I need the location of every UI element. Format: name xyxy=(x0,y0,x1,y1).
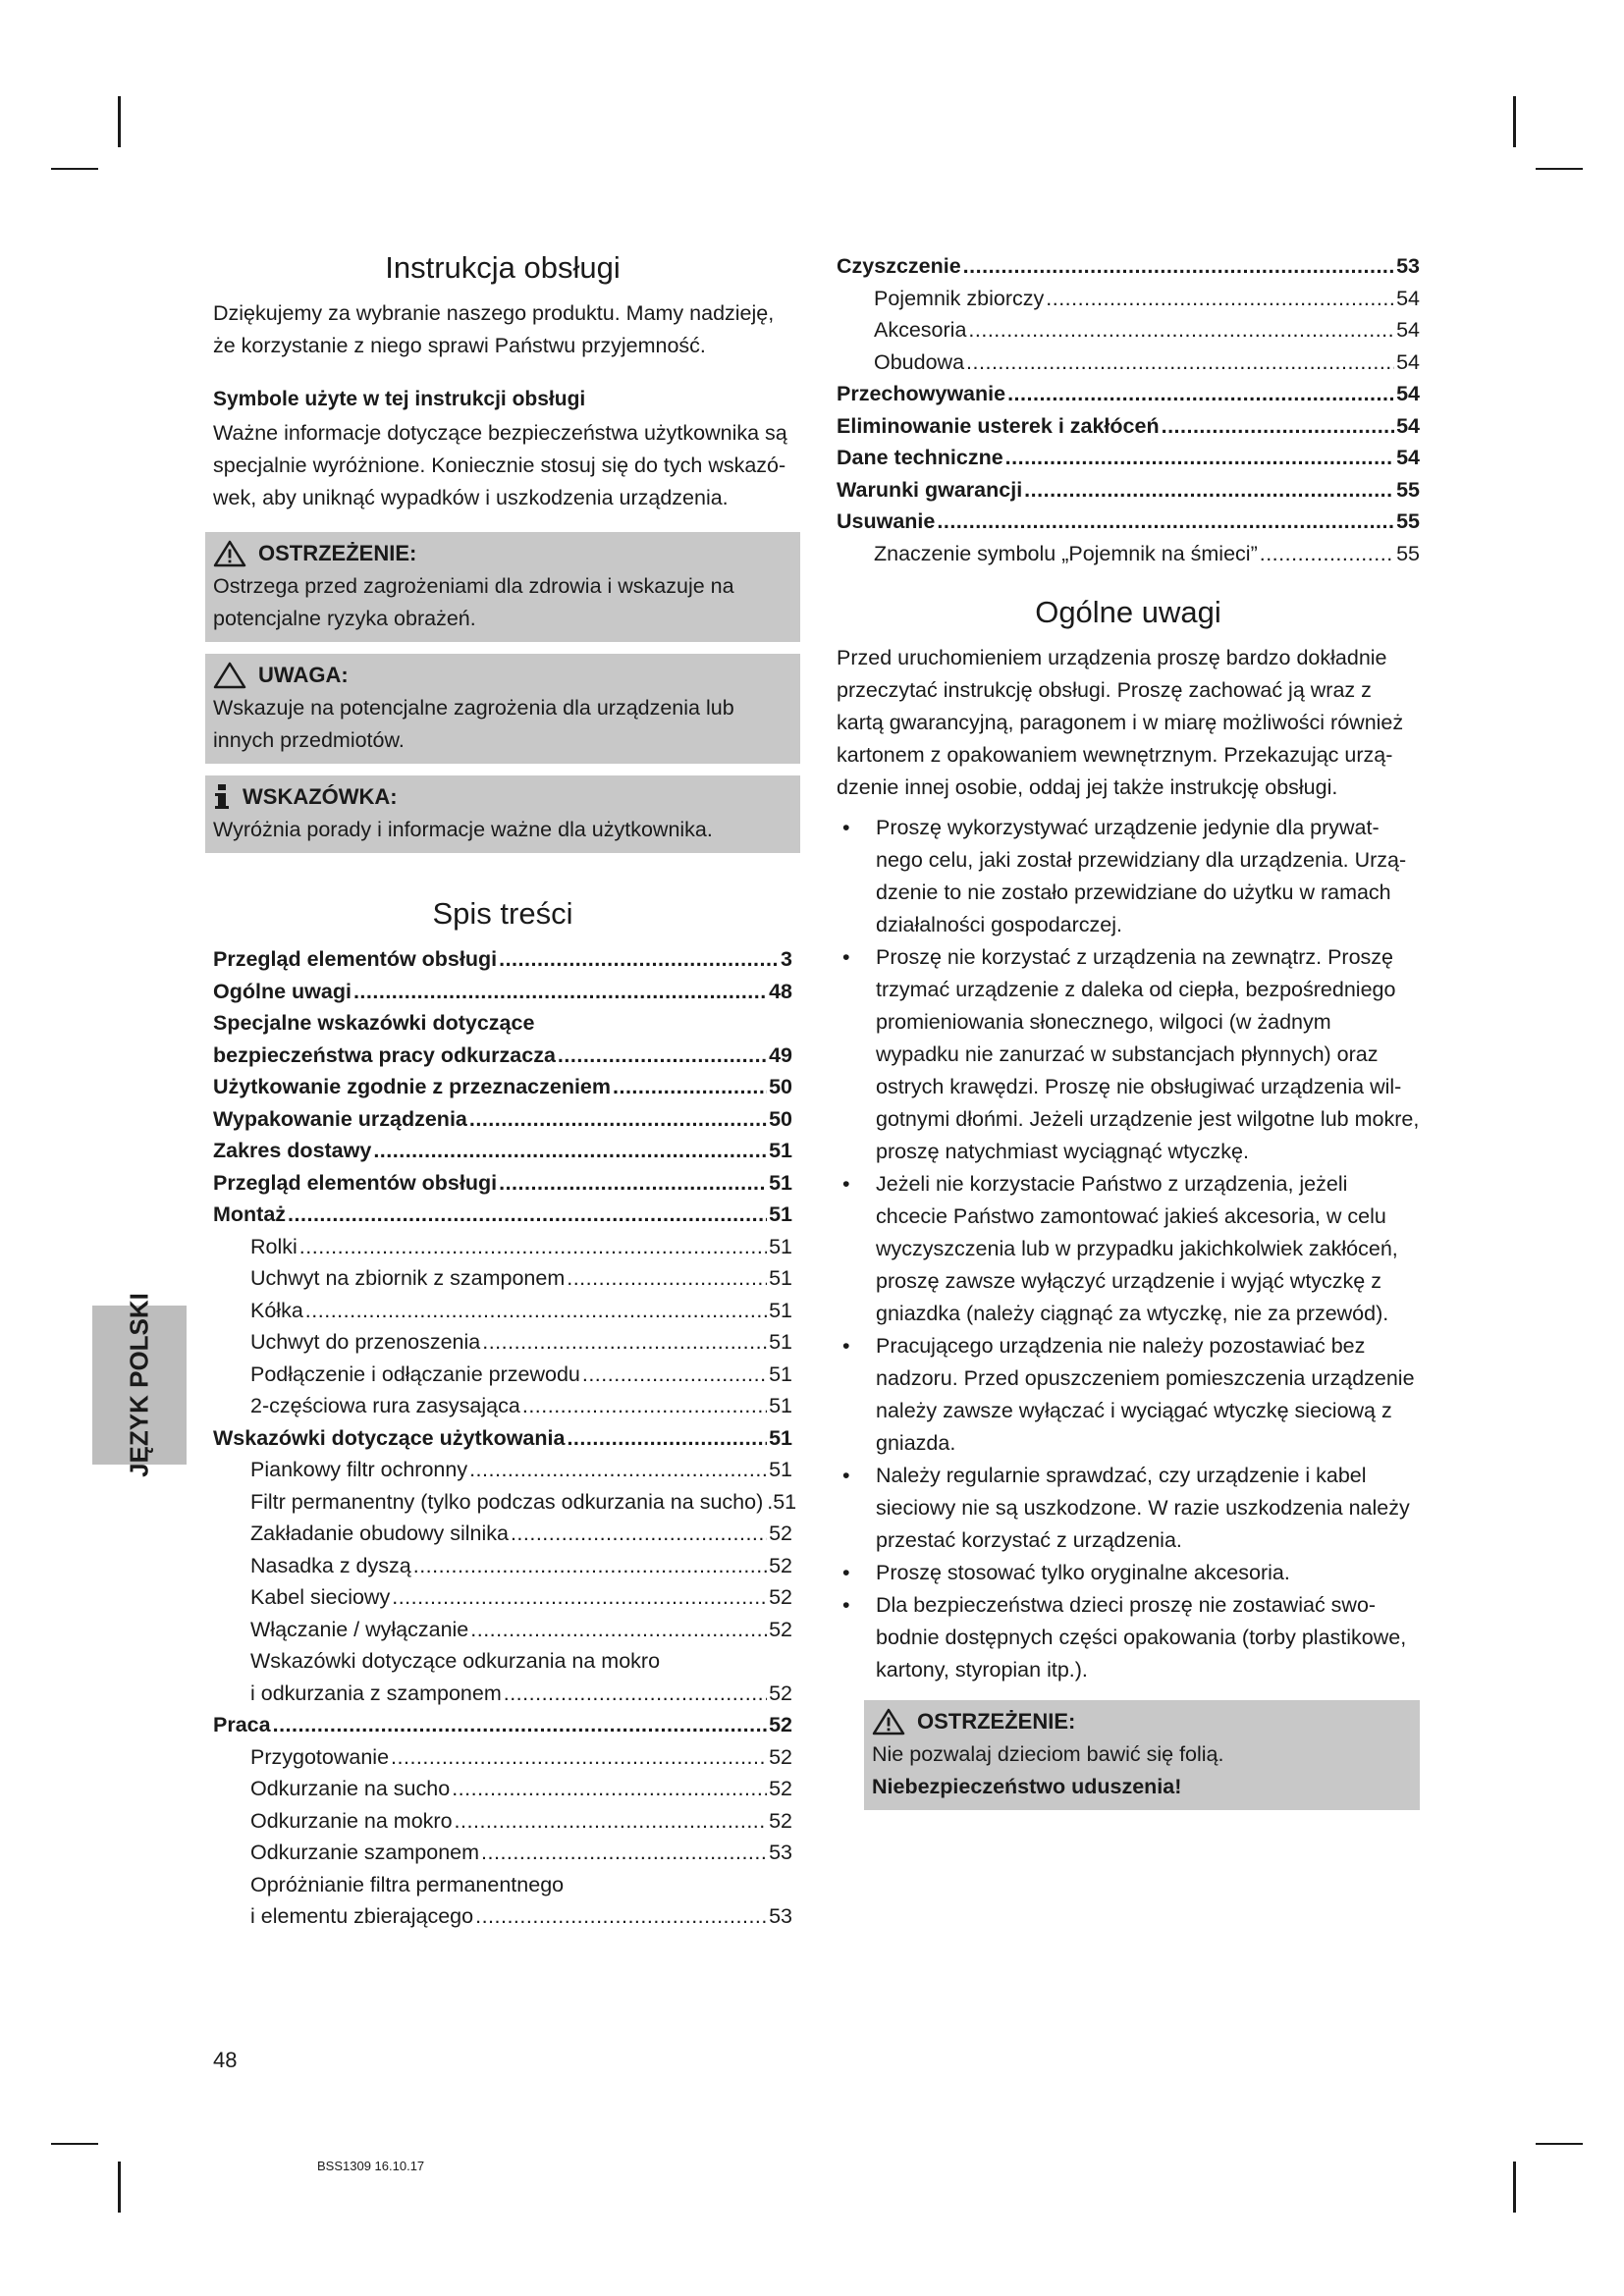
toc-entry xyxy=(213,1326,792,1359)
toc-entry-page: 50 xyxy=(769,1106,792,1131)
toc-leader-dots xyxy=(1046,283,1394,315)
toc-entry xyxy=(213,1422,792,1455)
toc-leader-dots xyxy=(305,1295,767,1327)
toc-entry xyxy=(213,1007,792,1040)
toc-entry-label: Eliminowanie usterek i zakłóceń xyxy=(837,413,1160,438)
toc-entry-page: 52 xyxy=(769,1522,792,1545)
toc-entry-page: 51 xyxy=(769,1202,792,1226)
toc-entry-label: Nasadka z dyszą xyxy=(250,1553,411,1577)
toc-entry-page: 48 xyxy=(769,979,792,1003)
toc-entry-label: Przygotowanie xyxy=(250,1744,390,1769)
toc-entry-label: Wskazówki dotyczące odkurzania na mokro xyxy=(250,1649,661,1673)
toc-entry-label: Znaczenie symbolu „Pojemnik na śmieci” xyxy=(874,541,1258,565)
table-of-contents-continued xyxy=(837,250,1420,569)
toc-entry-label: Przechowywanie xyxy=(837,382,1006,405)
toc-leader-dots xyxy=(567,1422,767,1455)
toc-entry xyxy=(213,1900,792,1933)
toc-entry-page: 51 xyxy=(769,1139,792,1162)
bullet-item: • Proszę nie korzystać z urządzenia na zewnątrz. Proszę trzymać urządzenie z daleka od ciepła, bezpośredniego promieniowania słonecznego, wilgoci (w żadnym wypadku nie zanurzać w substancjach płynnych) oraz ostrych krawędzi. Proszę nie obsługiwać urządzenia wil- gotnymi dłońmi. Jeżeli urządzenie jest wilgotne lub mokre, proszę natychmiast wyciągnąć wtyczkę. xyxy=(837,941,1420,1168)
toc-entry xyxy=(213,1869,792,1901)
toc-entry-label: Przegląd elementów obsługi xyxy=(213,1170,498,1195)
toc-leader-dots xyxy=(452,1773,767,1805)
crop-mark xyxy=(1536,168,1583,170)
toc-entry-page: 51 xyxy=(769,1234,792,1258)
toc-leader-dots xyxy=(391,1741,767,1774)
toc-leader-dots xyxy=(1005,442,1394,474)
toc-entry-page: 53 xyxy=(769,1904,792,1928)
bullet-item: • Jeżeli nie korzystacie Państwo z urządzenia, jeżeli chcecie Państwo zamontować jakieś akcesoria, w celu wyczyszczenia lub w przypadku jakichkolwiek zakłóceń, proszę zawsze wyłączyć urządzenie i wyjąć wtyczkę z gniazdka (należy ciągnąć za wtyczkę, nie za przewód). xyxy=(837,1168,1420,1330)
crop-mark xyxy=(1513,96,1516,147)
toc-entry-label: Włączanie / wyłączanie xyxy=(250,1617,469,1641)
toc-leader-dots xyxy=(504,1678,767,1710)
warning-text: Nie pozwalaj dzieciom bawić się folią. xyxy=(872,1742,1224,1766)
toc-leader-dots xyxy=(1024,474,1394,507)
toc-leader-dots xyxy=(567,1262,767,1295)
toc-leader-dots xyxy=(511,1518,767,1550)
toc-entry-page: 51 xyxy=(769,1330,792,1354)
toc-leader-dots xyxy=(499,1167,767,1200)
toc-entry-label: Odkurzanie szamponem xyxy=(250,1841,480,1864)
toc-leader-dots xyxy=(937,506,1394,538)
toc-leader-dots xyxy=(1260,538,1394,570)
toc-entry xyxy=(213,1518,792,1550)
toc-entry-label: i odkurzania z szamponem xyxy=(250,1681,502,1705)
toc-leader-dots xyxy=(299,1231,767,1263)
crop-mark xyxy=(1513,2162,1516,2213)
language-side-tab xyxy=(92,1293,187,1477)
toc-leader-dots xyxy=(499,943,779,976)
toc-entry-page: 54 xyxy=(1396,446,1420,469)
toc-entry-label: Odkurzanie na sucho xyxy=(250,1777,451,1800)
toc-entry-page: 52 xyxy=(769,1585,792,1609)
toc-entry-page: 52 xyxy=(769,1617,792,1641)
toc-entry-page: 53 xyxy=(1396,254,1420,278)
toc-entry-label: Wskazówki dotyczące użytkowania xyxy=(213,1425,566,1450)
toc-entry-page: 51 xyxy=(769,1170,792,1195)
toc-entry-page: 52 xyxy=(769,1713,792,1736)
info-icon xyxy=(213,783,231,811)
toc-entry-page: 54 xyxy=(1396,286,1420,310)
general-notes-title: Ogólne uwagi xyxy=(1035,595,1221,629)
toc-entry-page: 51 xyxy=(769,1394,792,1417)
toc-leader-dots xyxy=(469,1454,767,1486)
warning-triangle-icon xyxy=(213,540,246,567)
safety-bullet-list xyxy=(837,812,1420,1686)
toc-entry-page: 52 xyxy=(769,1553,792,1577)
toc-entry-page: 54 xyxy=(1396,318,1420,342)
warning-text: Ostrzega przed zagrożeniami dla zdrowia i wskazuje na potencjalne ryzyka obrażeń. xyxy=(213,574,734,630)
toc-entry xyxy=(213,1709,792,1741)
note-text: Wyróżnia porady i informacje ważne dla użytkownika. xyxy=(213,818,713,841)
toc-entry-page: 51 xyxy=(769,1266,792,1290)
toc-entry-label: Uchwyt do przenoszenia xyxy=(250,1330,481,1354)
toc-entry-page: 51 xyxy=(769,1425,792,1450)
toc-entry xyxy=(213,1390,792,1422)
toc-entry-label: Usuwanie xyxy=(837,509,936,533)
toc-entry xyxy=(213,1295,792,1327)
toc-entry xyxy=(837,506,1420,538)
toc-entry-label: Podłączenie i odłączanie przewodu xyxy=(250,1362,580,1386)
toc-entry-label: Rolki xyxy=(250,1234,298,1258)
bullet-item: • Dla bezpieczeństwa dzieci proszę nie zostawiać swo- bodnie dostępnych części opakowania (torby plastikowe, kartony, styropian itp.). xyxy=(837,1589,1420,1686)
toc-entry xyxy=(837,283,1420,315)
toc-entry xyxy=(213,1231,792,1263)
toc-entry-page: 55 xyxy=(1396,509,1420,533)
toc-entry xyxy=(213,1135,792,1167)
toc-entry-label: Przegląd elementów obsługi xyxy=(213,947,498,971)
toc-entry xyxy=(837,347,1420,379)
bullet-item: • Należy regularnie sprawdzać, czy urządzenie i kabel sieciowy nie są uszkodzone. W razie uszkodzenia należy przestać korzystać z urządzenia. xyxy=(837,1460,1420,1557)
toc-leader-dots xyxy=(522,1390,767,1422)
toc-entry xyxy=(213,1741,792,1774)
toc-leader-dots xyxy=(413,1550,767,1582)
toc-entry-label: Warunki gwarancji xyxy=(837,477,1023,502)
crop-mark xyxy=(51,2143,98,2145)
warning-box-children xyxy=(864,1700,1420,1810)
toc-leader-dots xyxy=(353,976,767,1008)
toc-leader-dots xyxy=(455,1805,768,1838)
toc-entry xyxy=(837,474,1420,507)
bullet-item: • Proszę stosować tylko oryginalne akcesoria. xyxy=(837,1557,1420,1589)
toc-entry-label: Obudowa xyxy=(874,349,965,374)
toc-entry-label: Dane techniczne xyxy=(837,446,1003,469)
warning-title: OSTRZEŻENIE: xyxy=(258,541,417,565)
toc-entry-page: 3 xyxy=(781,947,792,971)
caution-title: UWAGA: xyxy=(258,663,349,687)
intro-text: Dziękujemy za wybranie naszego produktu. Mamy nadzieję, że korzystanie z niego sprawi Państwu przyjemność. xyxy=(213,301,775,357)
toc-entry-label: 2-częściowa rura zasysająca xyxy=(250,1394,520,1417)
page-title: Instrukcja obsługi xyxy=(385,250,621,285)
toc-entry xyxy=(837,314,1420,347)
toc-leader-dots xyxy=(273,1709,767,1741)
toc-leader-dots xyxy=(1007,378,1394,410)
crop-mark xyxy=(118,2162,121,2213)
note-box xyxy=(205,775,800,853)
toc-entry xyxy=(213,1550,792,1582)
general-notes-text: Przed uruchomieniem urządzenia proszę bardzo dokładnie przeczytać instrukcję obsługi. Proszę zachować ją wraz z kartą gwarancyjną, paragonem i w miarę możliwości również kartonem z opakowaniem wewnętrznym. Przekazując urzą- dzenie innej osobie, oddaj jej także instrukcję obsługi. xyxy=(837,646,1404,799)
toc-entry-page: 54 xyxy=(1396,413,1420,438)
crop-mark xyxy=(51,168,98,170)
toc-entry-page: 51 xyxy=(769,1458,792,1481)
toc-entry xyxy=(837,378,1420,410)
toc-entry-label: Wypakowanie urządzenia xyxy=(213,1106,467,1131)
toc-entry xyxy=(837,442,1420,474)
table-of-contents xyxy=(213,943,797,1933)
toc-entry-page: 55 xyxy=(1396,477,1420,502)
toc-entry-page: 51 xyxy=(769,1362,792,1386)
toc-entry-label: Kółka xyxy=(250,1298,303,1322)
toc-entry xyxy=(213,1486,797,1519)
toc-entry-label: Pojemnik zbiorczy xyxy=(874,286,1045,310)
toc-entry-page: 52 xyxy=(769,1681,792,1705)
toc-entry xyxy=(213,1645,792,1678)
warning-text-bold: Niebezpieczeństwo uduszenia! xyxy=(872,1775,1182,1798)
toc-entry xyxy=(213,976,792,1008)
toc-leader-dots xyxy=(963,250,1394,283)
toc-title: Spis treści xyxy=(432,896,573,931)
toc-entry-page: 50 xyxy=(769,1075,792,1098)
toc-entry xyxy=(213,1167,792,1200)
toc-entry-page: 55 xyxy=(1396,541,1420,565)
toc-entry-page: 53 xyxy=(769,1841,792,1864)
symbols-text: Ważne informacje dotyczące bezpieczeństwa użytkownika są specjalnie wyróżnione. Koniecznie stosuj się do tych wskazó- wek, aby uniknąć wypadków i uszkodzenia urządzenia. xyxy=(213,421,787,509)
toc-leader-dots xyxy=(582,1359,767,1391)
symbols-heading: Symbole użyte w tej instrukcji obsługi xyxy=(213,388,586,410)
bullet-item: • Pracującego urządzenia nie należy pozostawiać bez nadzoru. Przed opuszczeniem pomieszczenia urządzenie należy zawsze wyłączać i wyciągać wtyczkę sieciową z gniazda. xyxy=(837,1330,1420,1460)
toc-leader-dots xyxy=(482,1326,767,1359)
toc-entry-label: Ogólne uwagi xyxy=(213,979,352,1003)
warning-triangle-icon xyxy=(872,1708,905,1735)
toc-entry-label: Czyszczenie xyxy=(837,254,961,278)
language-label: JĘZYK POLSKI xyxy=(124,1293,154,1477)
toc-entry-label: Odkurzanie na mokro xyxy=(250,1808,453,1833)
toc-entry-label: i elementu zbierającego xyxy=(250,1904,474,1928)
toc-entry xyxy=(213,1805,792,1838)
toc-entry xyxy=(213,1773,792,1805)
toc-leader-dots xyxy=(392,1581,767,1614)
toc-entry xyxy=(213,1199,792,1231)
toc-entry-label: Praca xyxy=(213,1713,271,1736)
toc-entry xyxy=(213,1678,792,1710)
note-title: WSKAZÓWKA: xyxy=(243,784,398,809)
toc-entry-page: 52 xyxy=(769,1744,792,1769)
toc-entry-label: Użytkowanie zgodnie z przeznaczeniem xyxy=(213,1075,612,1098)
toc-leader-dots xyxy=(470,1614,767,1646)
toc-entry-label: Montaż xyxy=(213,1202,287,1226)
toc-entry-label: Opróżnianie filtra permanentnego xyxy=(250,1872,565,1896)
toc-entry xyxy=(213,1040,792,1072)
toc-entry-label: Filtr permanentny (tylko podczas odkurzania na sucho) xyxy=(250,1489,764,1514)
toc-entry-page: 54 xyxy=(1396,382,1420,405)
toc-entry-label: Zakładanie obudowy silnika xyxy=(250,1522,509,1545)
toc-entry-page: .51 xyxy=(767,1489,797,1514)
toc-entry xyxy=(213,1581,792,1614)
toc-entry-label: Kabel sieciowy xyxy=(250,1585,391,1609)
toc-entry xyxy=(213,1359,792,1391)
toc-entry xyxy=(213,1837,792,1869)
toc-leader-dots xyxy=(966,347,1394,379)
toc-leader-dots xyxy=(1162,410,1394,443)
toc-leader-dots xyxy=(481,1837,767,1869)
toc-entry xyxy=(213,1262,792,1295)
bullet-item: • Proszę wykorzystywać urządzenie jedynie dla prywat- nego celu, jaki został przewidziany dla urządzenia. Urzą- dzenie to nie zostało przewidziane do użytku w ramach działalności gospodarczej. xyxy=(837,812,1420,941)
caution-text: Wskazuje na potencjalne zagrożenia dla urządzenia lub innych przedmiotów. xyxy=(213,696,734,752)
toc-entry-label: Akcesoria xyxy=(874,318,967,342)
caution-triangle-icon xyxy=(213,662,246,689)
warning-box xyxy=(205,532,800,642)
toc-entry-page: 51 xyxy=(769,1298,792,1322)
caution-box xyxy=(205,654,800,764)
toc-entry xyxy=(837,250,1420,283)
footer-code: BSS1309 16.10.17 xyxy=(317,2159,425,2173)
toc-entry-page: 54 xyxy=(1396,349,1420,374)
toc-entry-label: Piankowy filtr ochronny xyxy=(250,1458,468,1481)
toc-entry xyxy=(837,538,1420,570)
toc-leader-dots xyxy=(373,1135,767,1167)
toc-entry-label: Zakres dostawy xyxy=(213,1139,372,1162)
toc-entry xyxy=(213,1103,792,1136)
page-number: 48 xyxy=(213,2048,238,2072)
toc-entry-page: 52 xyxy=(769,1777,792,1800)
toc-leader-dots xyxy=(469,1103,767,1136)
toc-leader-dots xyxy=(968,314,1394,347)
toc-entry xyxy=(837,410,1420,443)
right-column xyxy=(837,250,1420,1810)
toc-entry-page: 49 xyxy=(769,1042,792,1067)
toc-entry-page: 52 xyxy=(769,1808,792,1833)
toc-entry xyxy=(213,1454,792,1486)
left-column xyxy=(213,250,797,1933)
toc-entry-label: Uchwyt na zbiornik z szamponem xyxy=(250,1266,566,1290)
warning-title: OSTRZEŻENIE: xyxy=(917,1709,1076,1734)
toc-entry-label: bezpieczeństwa pracy odkurzacza xyxy=(213,1042,556,1067)
toc-entry xyxy=(213,943,792,976)
toc-leader-dots xyxy=(558,1040,767,1072)
toc-entry-label: Specjalne wskazówki dotyczące xyxy=(213,1011,535,1035)
toc-entry xyxy=(213,1614,792,1646)
crop-mark xyxy=(118,96,121,147)
crop-mark xyxy=(1536,2143,1583,2145)
toc-entry xyxy=(213,1071,792,1103)
toc-leader-dots xyxy=(475,1900,767,1933)
toc-leader-dots xyxy=(288,1199,767,1231)
toc-leader-dots xyxy=(613,1071,767,1103)
